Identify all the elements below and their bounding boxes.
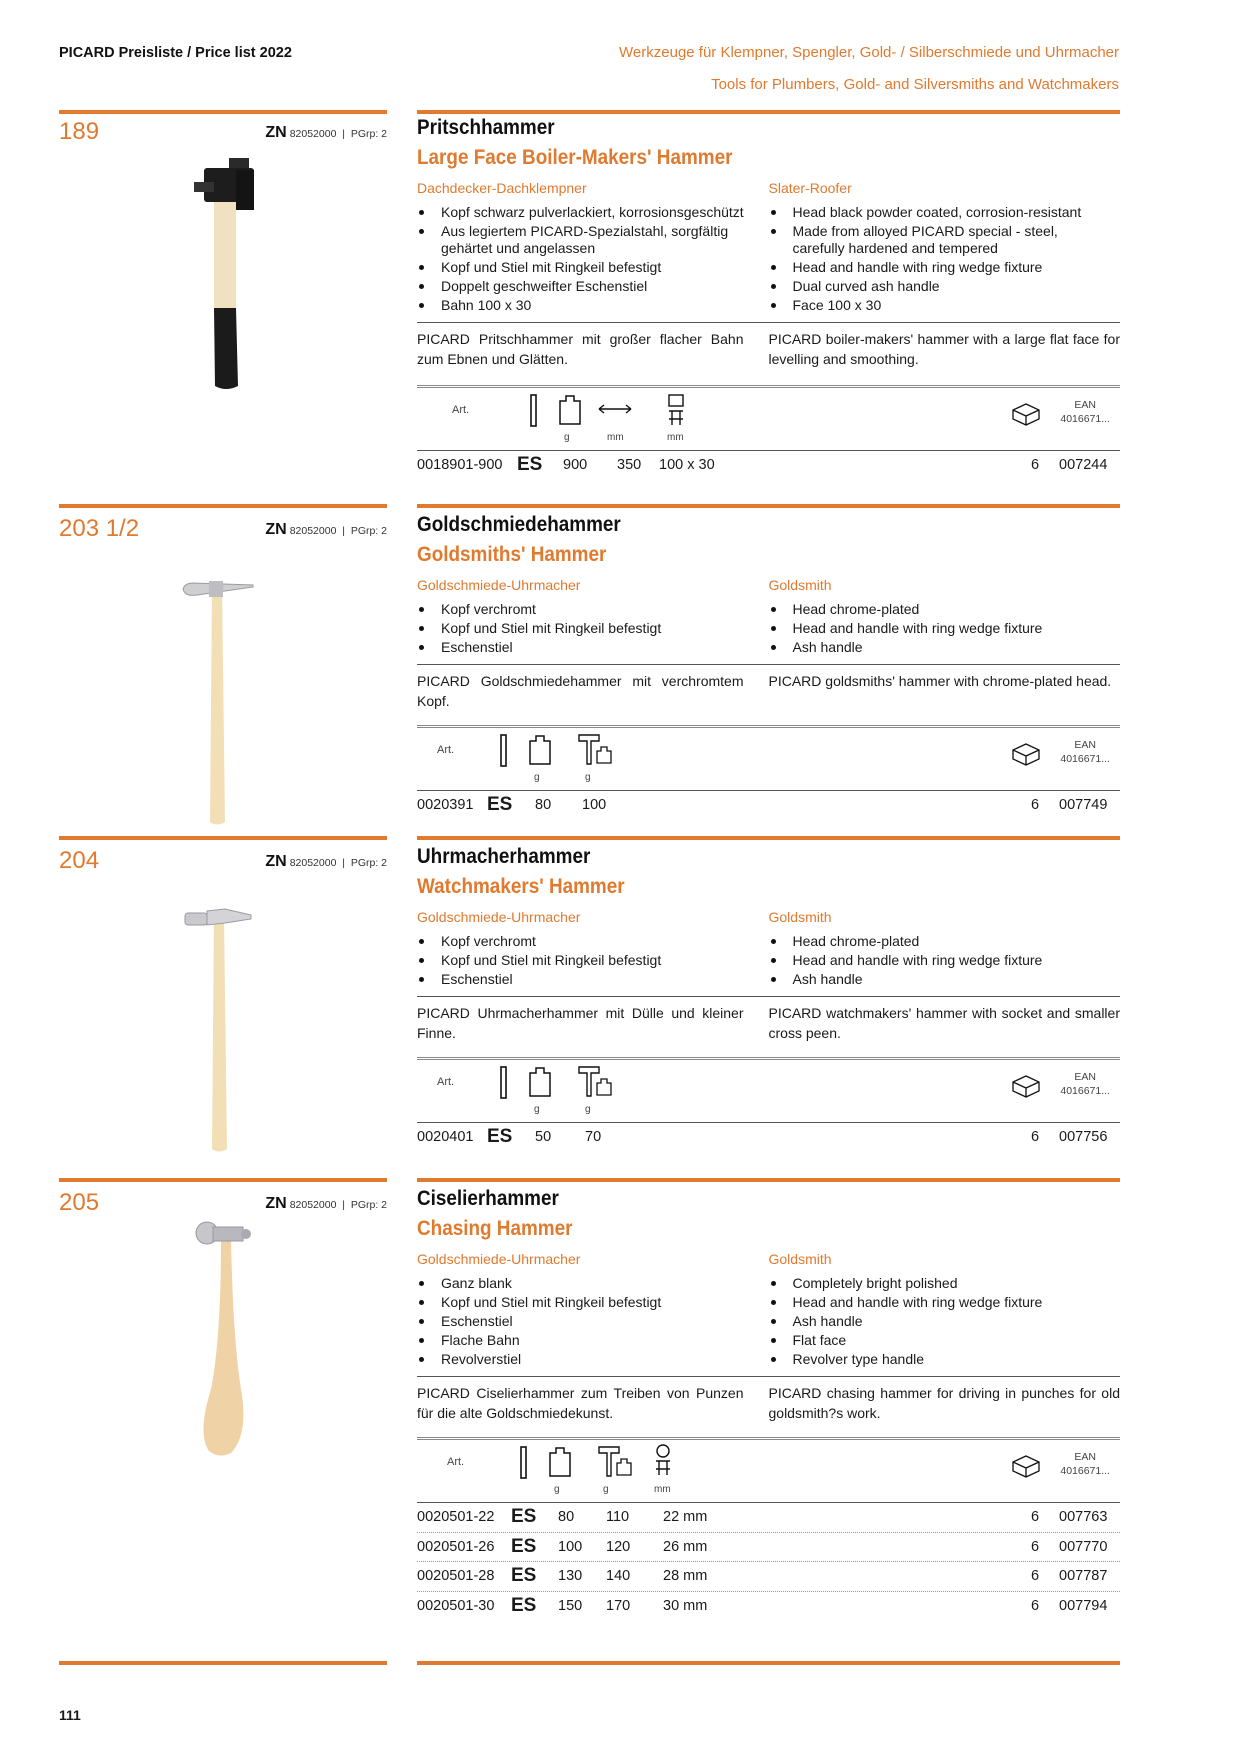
table-header [417, 385, 1120, 451]
divider-bar [417, 836, 1120, 840]
weight-value: 50 [535, 1129, 552, 1145]
weight-icon [527, 1066, 553, 1098]
divider-bar [417, 1178, 1120, 1182]
feature-item: Ganz blank [417, 1275, 759, 1292]
price-list-title: PICARD Preisliste / Price list 2022 [59, 45, 292, 61]
feature-item: Revolverstiel [417, 1351, 759, 1368]
divider-bar [59, 110, 387, 114]
feature-item: Head and handle with ring wedge fixture [769, 620, 1111, 637]
product-title-en: Watchmakers' Hammer [417, 875, 625, 898]
watchmakers-hammer-image [181, 903, 261, 1153]
qty-value: 6 [1031, 1509, 1040, 1525]
head-weight-value: 140 [606, 1568, 631, 1584]
zn-label: ZN [265, 1195, 287, 1212]
ean-value: 007794 [1059, 1597, 1108, 1614]
table-row [417, 1503, 1120, 1533]
head-weight-value: 110 [606, 1509, 630, 1525]
feature-item: Made from alloyed PICARD special - steel, carefully hardened and tempered [769, 223, 1111, 256]
product-title-en: Chasing Hammer [417, 1217, 573, 1240]
pgrp: PGrp: 2 [350, 128, 387, 140]
pgrp: PGrp: 2 [350, 525, 387, 537]
length-icon [519, 1446, 529, 1480]
article-number: 0018901-900 [417, 456, 503, 473]
ean-prefix: 4016671... [1060, 412, 1110, 425]
divider-bar [59, 1178, 387, 1182]
description-de: PICARD Goldschmiedehammer mit verchromtem Kopf. [417, 673, 744, 709]
category-de: Goldschmiede-Uhrmacher [417, 1251, 581, 1267]
unit-mm: mm [607, 431, 624, 443]
page-number: 111 [59, 1707, 81, 1723]
customs-info: ZN 82052000 | PGrp: 2 [265, 124, 387, 141]
article-number: 0020501-26 [417, 1538, 495, 1555]
feature-item: Kopf schwarz pulverlackiert, korrosionsgeschützt [417, 204, 759, 221]
feature-item: Ash handle [769, 1313, 1111, 1330]
weight-value: 130 [558, 1568, 583, 1584]
product-203-1-2 [59, 507, 1119, 815]
table-row [417, 451, 1120, 481]
art-label: Art. [447, 1456, 465, 1468]
weight-value: 900 [563, 456, 588, 473]
article-number: 0020401 [417, 1129, 474, 1145]
feature-item: Eschenstiel [417, 971, 759, 988]
face-diameter-icon [653, 1443, 673, 1477]
chasing-hammer-image [187, 1219, 267, 1459]
qty-value: 6 [1031, 797, 1040, 813]
pgrp: PGrp: 2 [350, 857, 387, 869]
qty-value: 6 [1031, 1568, 1040, 1584]
package-icon [1011, 1074, 1041, 1098]
head-weight-value: 100 [582, 797, 607, 813]
customs-info: ZN 82052000 | PGrp: 2 [265, 853, 387, 870]
zn-code: 82052000 [289, 1199, 337, 1211]
feature-item: Head and handle with ring wedge fixture [769, 259, 1111, 276]
table-row [417, 1123, 1120, 1153]
feature-item: Kopf und Stiel mit Ringkeil befestigt [417, 952, 759, 969]
feature-item: Revolver type handle [769, 1351, 1111, 1368]
feature-item: Head and handle with ring wedge fixture [769, 1294, 1111, 1311]
section-title-de: Werkzeuge für Klempner, Spengler, Gold- / Silberschmiede und Uhrmacher [619, 44, 1119, 61]
zn-label: ZN [265, 521, 287, 538]
article-number: 0020501-28 [417, 1568, 495, 1584]
head-weight-icon [577, 1064, 613, 1098]
head-weight-icon [597, 1444, 633, 1478]
product-title-de: Ciselierhammer [417, 1187, 559, 1210]
ean-label: EAN [1074, 1451, 1096, 1463]
product-title-de: Goldschmiedehammer [417, 513, 621, 536]
feature-item: Eschenstiel [417, 1313, 759, 1330]
unit-mm: mm [654, 1484, 671, 1495]
ean-value: 007756 [1059, 1129, 1108, 1145]
product-number: 204 [59, 847, 100, 874]
product-number: 205 [59, 1189, 100, 1216]
feature-list-en [769, 601, 1111, 656]
zn-code: 82052000 [289, 525, 337, 537]
package-icon [1011, 742, 1041, 766]
product-title-de: Uhrmacherhammer [417, 845, 591, 868]
feature-item: Head chrome-plated [769, 933, 1111, 950]
ean-header [1060, 1450, 1110, 1478]
zn-code: 82052000 [289, 857, 337, 869]
ean-value: 007770 [1059, 1538, 1108, 1555]
art-label: Art. [437, 1076, 455, 1088]
bottom-bar-left [59, 1661, 387, 1665]
feature-list-de [417, 601, 759, 656]
product-204 [59, 839, 1120, 1147]
unit-g: g [534, 772, 540, 783]
feature-item: Bahn 100 x 30 [417, 297, 759, 314]
ean-prefix: 4016671... [1060, 1085, 1110, 1097]
diameter-value: 28 mm [663, 1568, 708, 1584]
ean-label: EAN [1074, 739, 1096, 751]
head-weight-icon [577, 732, 613, 766]
unit-g: g [585, 772, 591, 783]
weight-icon [557, 394, 583, 426]
product-title-de: Pritschhammer [417, 116, 555, 139]
feature-list-de [417, 1275, 759, 1368]
weight-value: 80 [558, 1509, 575, 1525]
ean-header [1060, 738, 1110, 766]
feature-item: Head and handle with ring wedge fixture [769, 952, 1111, 969]
divider-bar [417, 504, 1120, 508]
head-weight-value: 120 [606, 1538, 631, 1555]
product-title-en: Large Face Boiler-Makers' Hammer [417, 146, 733, 169]
feature-item: Kopf verchromt [417, 933, 759, 950]
pgrp: PGrp: 2 [350, 1199, 387, 1211]
divider-bar [59, 836, 387, 840]
article-number: 0020501-30 [417, 1597, 495, 1614]
length-value: 350 [617, 456, 642, 473]
ean-header [1060, 398, 1110, 426]
table-header [417, 1057, 1120, 1123]
feature-item: Flache Bahn [417, 1332, 759, 1349]
bottom-bar-right [417, 1661, 1120, 1665]
feature-list-de [417, 204, 759, 313]
art-label: Art. [437, 744, 455, 756]
es-badge: ES [487, 794, 513, 815]
feature-list-en [769, 204, 1111, 313]
ean-prefix: 4016671... [1060, 1465, 1110, 1477]
length-icon [499, 734, 509, 768]
length-arrow-icon [597, 402, 633, 416]
description-en: PICARD chasing hammer for driving in punches for old goldsmith?s work. [768, 1385, 1120, 1421]
es-badge: ES [511, 1506, 537, 1527]
divider-bar [59, 504, 387, 508]
table-row [417, 1562, 1120, 1592]
category-de: Dachdecker-Dachklempner [417, 180, 587, 196]
customs-info: ZN 82052000 | PGrp: 2 [265, 521, 387, 538]
length-icon [499, 1066, 509, 1100]
package-icon [1011, 1454, 1041, 1478]
es-badge: ES [511, 1535, 537, 1557]
ean-prefix: 4016671... [1060, 753, 1110, 765]
ean-value: 007749 [1059, 797, 1108, 813]
zn-label: ZN [265, 853, 287, 870]
feature-item: Doppelt geschweifter Eschenstiel [417, 278, 759, 295]
qty-value: 6 [1031, 1597, 1040, 1614]
description-de: PICARD Pritschhammer mit großer flacher Bahn zum Ebnen und Glätten. [417, 330, 744, 367]
ean-value: 007787 [1059, 1568, 1108, 1584]
product-189 [59, 110, 1120, 475]
face-value: 100 x 30 [659, 456, 715, 473]
table-header [417, 725, 1120, 791]
qty-value: 6 [1031, 1129, 1040, 1145]
description-en: PICARD watchmakers' hammer with socket and smaller cross peen. [768, 1005, 1120, 1041]
ean-label: EAN [1074, 398, 1096, 411]
head-weight-value: 170 [606, 1597, 631, 1614]
art-label: Art. [452, 403, 470, 416]
feature-item: Kopf und Stiel mit Ringkeil befestigt [417, 259, 759, 276]
feature-item: Ash handle [769, 639, 1111, 656]
category-de: Goldschmiede-Uhrmacher [417, 909, 581, 925]
unit-g: g [603, 1484, 609, 1495]
feature-list-en [769, 1275, 1111, 1368]
description-en: PICARD goldsmiths' hammer with chrome-plated head. [768, 673, 1112, 689]
category-en: Goldsmith [768, 909, 832, 925]
zn-code: 82052000 [289, 128, 337, 140]
feature-item: Face 100 x 30 [769, 297, 1111, 314]
diameter-value: 22 mm [663, 1509, 708, 1525]
product-205 [59, 1181, 1119, 1661]
table-header [417, 1437, 1120, 1503]
article-number: 0020501-22 [417, 1509, 495, 1525]
ean-label: EAN [1074, 1071, 1096, 1083]
feature-item: Ash handle [769, 971, 1111, 988]
zn-label: ZN [265, 124, 287, 141]
qty-value: 6 [1031, 1538, 1040, 1555]
diameter-value: 30 mm [663, 1597, 708, 1614]
feature-item: Eschenstiel [417, 639, 759, 656]
goldsmiths-hammer-image [179, 577, 259, 827]
article-number: 0020391 [417, 797, 474, 813]
feature-list-en [769, 933, 1111, 988]
feature-item: Kopf verchromt [417, 601, 759, 618]
unit-mm: mm [667, 431, 684, 443]
unit-g: g [564, 431, 570, 443]
product-number: 189 [59, 118, 100, 145]
qty-value: 6 [1031, 456, 1040, 473]
unit-g: g [534, 1104, 540, 1115]
package-icon [1011, 402, 1041, 426]
table-row [417, 1533, 1120, 1563]
category-en: Goldsmith [768, 577, 832, 593]
divider-bar [417, 110, 1120, 114]
es-badge: ES [487, 1126, 513, 1147]
description-de: PICARD Uhrmacherhammer mit Dülle und kleiner Finne. [417, 1005, 744, 1041]
weight-icon [527, 734, 553, 766]
unit-g: g [585, 1104, 591, 1115]
product-number: 203 1/2 [59, 515, 140, 542]
ean-value: 007244 [1059, 456, 1108, 473]
description-de: PICARD Ciselierhammer zum Treiben von Punzen für die alte Goldschmiedekunst. [417, 1385, 744, 1421]
weight-value: 80 [535, 797, 552, 813]
description-en: PICARD boiler-makers' hammer with a large flat face for levelling and smoothing. [768, 330, 1120, 367]
boiler-makers-hammer-image [174, 158, 274, 390]
weight-icon [547, 1446, 573, 1478]
feature-item: Kopf und Stiel mit Ringkeil befestigt [417, 1294, 759, 1311]
head-weight-value: 70 [585, 1129, 602, 1145]
feature-item: Aus legiertem PICARD-Spezialstahl, sorgfältig gehärtet und angelassen [417, 223, 759, 256]
feature-item: Completely bright polished [769, 1275, 1111, 1292]
category-de: Goldschmiede-Uhrmacher [417, 577, 581, 593]
section-title-en: Tools for Plumbers, Gold- and Silversmiths and Watchmakers [711, 76, 1119, 93]
ean-value: 007763 [1059, 1509, 1108, 1525]
ean-header [1060, 1070, 1110, 1098]
diameter-value: 26 mm [663, 1538, 708, 1555]
feature-list-de [417, 933, 759, 988]
customs-info: ZN 82052000 | PGrp: 2 [265, 1195, 387, 1212]
face-size-icon [666, 393, 686, 427]
es-badge: ES [517, 453, 543, 475]
unit-g: g [554, 1484, 560, 1495]
es-badge: ES [511, 1565, 537, 1586]
product-title-en: Goldsmiths' Hammer [417, 543, 607, 566]
length-icon [529, 394, 539, 428]
feature-item: Head chrome-plated [769, 601, 1111, 618]
category-en: Goldsmith [768, 1251, 832, 1267]
weight-value: 100 [558, 1538, 583, 1555]
table-row [417, 791, 1120, 821]
es-badge: ES [511, 1594, 537, 1616]
category-en: Slater-Roofer [768, 180, 852, 196]
feature-item: Head black powder coated, corrosion-resistant [769, 204, 1111, 221]
feature-item: Flat face [769, 1332, 1111, 1349]
feature-item: Dual curved ash handle [769, 278, 1111, 295]
feature-item: Kopf und Stiel mit Ringkeil befestigt [417, 620, 759, 637]
weight-value: 150 [558, 1597, 583, 1614]
table-row [417, 1592, 1120, 1622]
